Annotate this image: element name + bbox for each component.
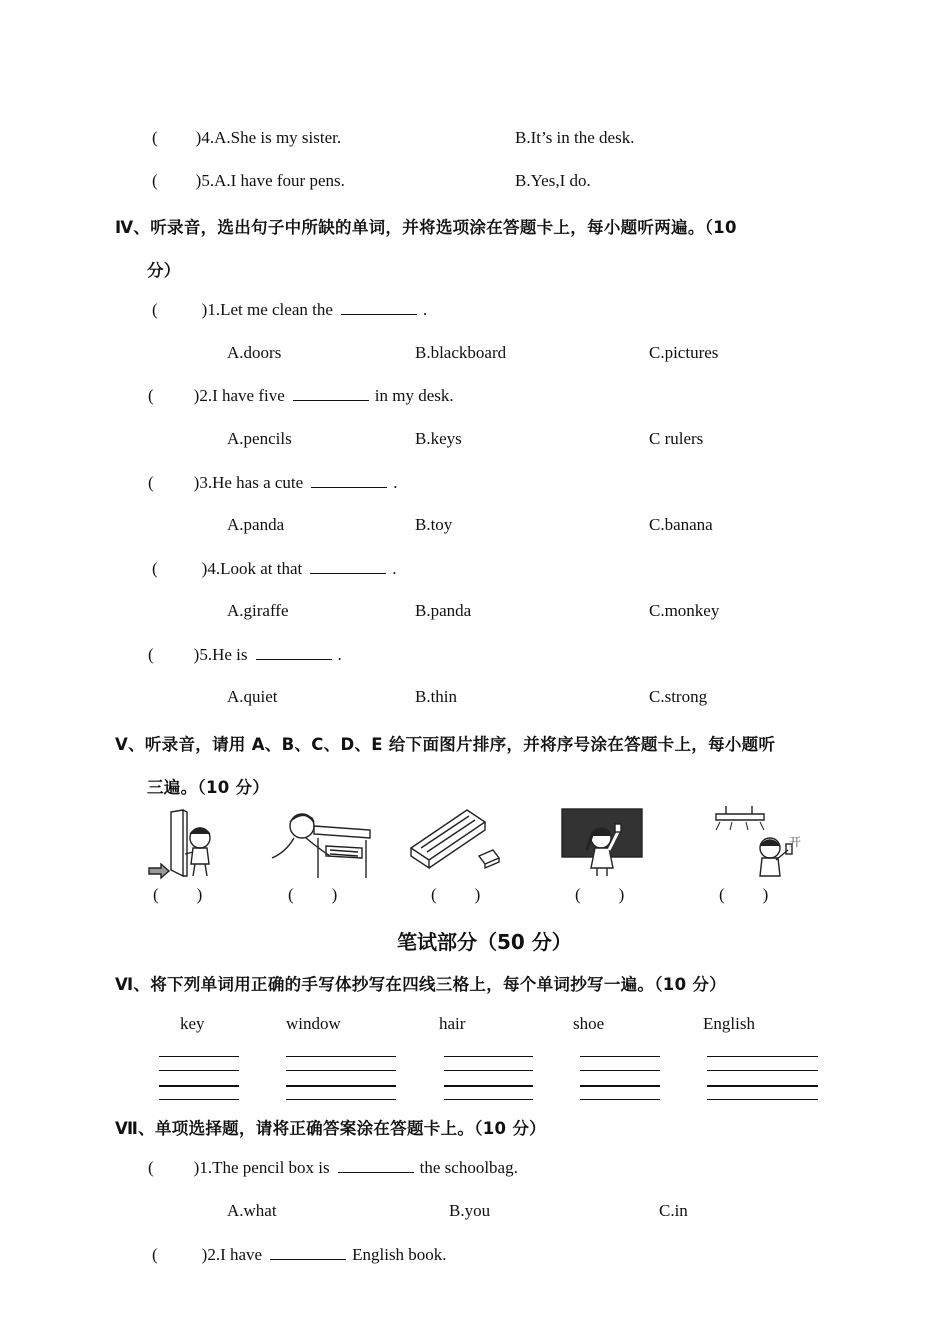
question-row	[148, 645, 342, 665]
section-4-heading: Ⅳ、听录音，选出句子中所缺的单词，并将选项涂在答题卡上，每小题听两遍。（10	[115, 218, 737, 237]
answer-paren-open[interactable]: (	[152, 559, 158, 578]
answer-paren-open[interactable]: (	[148, 473, 154, 492]
open-desk-picture-icon	[266, 808, 376, 880]
section-5-heading-cont: 三遍。（10 分）	[147, 778, 270, 797]
question-row	[152, 1245, 447, 1265]
option-a: A.giraffe	[227, 601, 289, 620]
picture-answer-paren[interactable]: ( )	[288, 885, 338, 904]
answer-paren-close: )	[201, 300, 208, 319]
question-row	[152, 559, 397, 579]
picture-label: 开	[789, 835, 802, 849]
four-line-grid[interactable]	[286, 1056, 396, 1102]
answer-paren-close: )	[193, 1158, 200, 1177]
answer-blank	[338, 1171, 414, 1173]
section-5-heading: Ⅴ、听录音，请用 A、B、C、D、E 给下面图片排序，并将序号涂在答题卡上，每小题听	[115, 735, 776, 754]
copy-word: hair	[439, 1014, 466, 1033]
option-b: B.you	[449, 1201, 491, 1220]
answer-paren-close: )	[193, 386, 200, 405]
option-b: B.toy	[415, 515, 453, 534]
answer-paren-open[interactable]: (	[148, 1158, 154, 1177]
answer-blank	[341, 313, 417, 315]
answer-blank	[270, 1258, 346, 1260]
option-b: B.blackboard	[415, 343, 507, 362]
copy-word: key	[180, 1014, 205, 1033]
answer-paren-close: )	[201, 559, 208, 578]
question-row	[152, 128, 341, 148]
copy-word: window	[286, 1014, 341, 1033]
option-c: C.strong	[649, 687, 708, 706]
question-text-end: English book.	[352, 1245, 447, 1264]
option-b: B.It’s in the desk.	[515, 128, 635, 147]
answer-blank	[311, 486, 387, 488]
written-part-title: 笔试部分（50 分）	[397, 930, 572, 954]
option-a: A.She is my sister.	[214, 128, 342, 147]
option-a: A.pencils	[227, 429, 292, 448]
option-a: A.panda	[227, 515, 285, 534]
answer-paren-close: )	[195, 171, 202, 190]
option-a: A.doors	[227, 343, 282, 362]
four-line-grid[interactable]	[444, 1056, 533, 1102]
question-text-end: in my desk.	[374, 386, 454, 405]
option-b: B.Yes,I do.	[515, 171, 591, 190]
option-c: C.monkey	[649, 601, 720, 620]
four-line-grid[interactable]	[580, 1056, 660, 1102]
answer-paren-close: )	[193, 473, 200, 492]
question-row	[148, 473, 397, 493]
answer-paren-open[interactable]: (	[152, 171, 158, 190]
question-text-end: the schoolbag.	[419, 1158, 518, 1177]
question-row	[152, 300, 427, 320]
question-text: 4.Look at that	[207, 559, 303, 578]
question-number: 4.	[201, 128, 215, 147]
option-c: C.pictures	[649, 343, 719, 362]
question-text: 5.He is	[199, 645, 248, 664]
option-c: C.in	[659, 1201, 688, 1220]
copy-word: English	[703, 1014, 755, 1033]
question-text: 2.I have five	[199, 386, 285, 405]
answer-blank	[256, 658, 332, 660]
question-number: 5.	[201, 171, 215, 190]
clean-blackboard-picture-icon	[559, 806, 645, 878]
pencil-box-picture-icon	[405, 804, 503, 876]
question-text: 1.The pencil box is	[199, 1158, 330, 1177]
answer-paren-open[interactable]: (	[148, 645, 154, 664]
section-4-heading-cont: 分）	[147, 261, 181, 280]
question-text-end: .	[392, 559, 397, 578]
answer-paren-open[interactable]: (	[152, 300, 158, 319]
question-text: 3.He has a cute	[199, 473, 304, 492]
option-a: A.what	[227, 1201, 277, 1220]
picture-answer-paren[interactable]: ( )	[431, 885, 481, 904]
picture-answer-paren[interactable]: ( )	[719, 885, 769, 904]
option-c: C.banana	[649, 515, 713, 534]
question-text: 2.I have	[207, 1245, 263, 1264]
option-b: B.keys	[415, 429, 462, 448]
answer-blank	[293, 399, 369, 401]
answer-paren-open[interactable]: (	[148, 386, 154, 405]
option-a: A.quiet	[227, 687, 278, 706]
picture-answer-paren[interactable]: ( )	[575, 885, 625, 904]
answer-paren-open[interactable]: (	[152, 128, 158, 147]
open-door-picture-icon	[143, 808, 221, 880]
question-text-end: .	[422, 300, 428, 319]
option-b: B.panda	[415, 601, 472, 620]
question-text-end: .	[337, 645, 342, 664]
answer-blank	[310, 572, 386, 574]
answer-paren-close: )	[201, 1245, 208, 1264]
answer-paren-close: )	[195, 128, 202, 147]
picture-answer-paren[interactable]: ( )	[153, 885, 203, 904]
section-7-heading: Ⅶ、单项选择题，请将正确答案涂在答题卡上。（10 分）	[115, 1119, 546, 1138]
answer-paren-open[interactable]: (	[152, 1245, 158, 1264]
option-c: C rulers	[649, 429, 704, 448]
option-b: B.thin	[415, 687, 458, 706]
answer-paren-close: )	[193, 645, 200, 664]
four-line-grid[interactable]	[707, 1056, 818, 1102]
copy-word: shoe	[573, 1014, 605, 1033]
question-row	[148, 386, 454, 406]
question-text: 1.Let me clean the	[207, 300, 333, 319]
option-a: A.I have four pens.	[214, 171, 345, 190]
section-6-heading: Ⅵ、将下列单词用正确的手写体抄写在四线三格上，每个单词抄写一遍。（10 分）	[115, 975, 726, 994]
four-line-grid[interactable]	[159, 1056, 239, 1102]
question-row	[148, 1158, 518, 1178]
question-row	[152, 171, 345, 191]
question-text-end: .	[393, 473, 398, 492]
